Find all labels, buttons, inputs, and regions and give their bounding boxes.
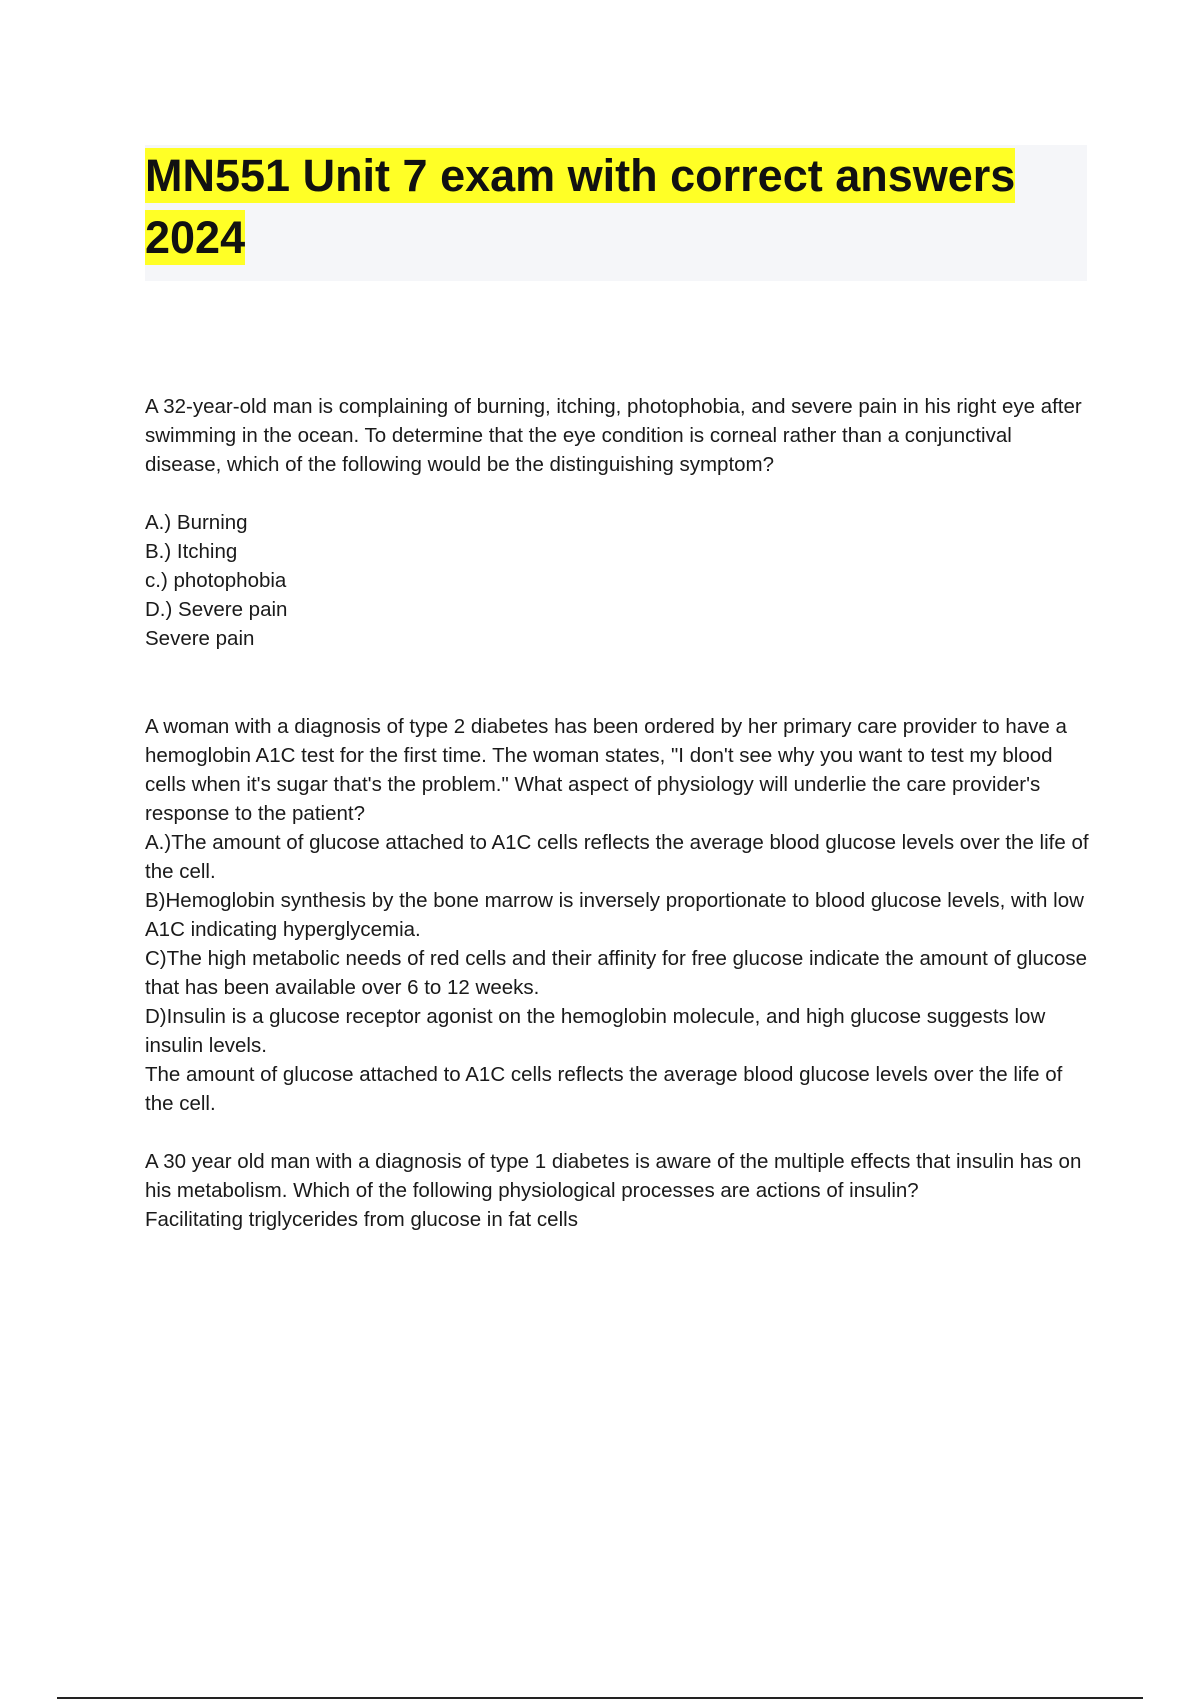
document-body <box>145 392 1090 1234</box>
question-2-option-b: B)Hemoglobin synthesis by the bone marrow is inversely proportionate to blood glucose levels, with low A1C indicating hyperglycemia. <box>145 889 1084 941</box>
document-title <box>145 145 1087 269</box>
question-1-option-d: D.) Severe pain <box>145 598 288 621</box>
question-3 <box>145 1147 1090 1234</box>
question-2-option-d: D)Insulin is a glucose receptor agonist on the hemoglobin molecule, and high glucose suggests low insulin levels. <box>145 1005 1046 1057</box>
question-2-option-c: C)The high metabolic needs of red cells and their affinity for free glucose indicate the amount of glucose that has been available over 6 to 12 weeks. <box>145 947 1088 999</box>
question-1-option-b: B.) Itching <box>145 540 238 563</box>
title-block <box>145 145 1087 281</box>
question-1-option-c: c.) photophobia <box>145 569 287 592</box>
question-2-stem: A woman with a diagnosis of type 2 diabetes has been ordered by her primary care provider to have a hemoglobin A1C test for the first time. The woman states, "I don't see why you want to test my blood cells when it's sugar that's the problem." What aspect of physiology will underlie the care provider's response to the patient? <box>145 715 1067 825</box>
question-2 <box>145 712 1090 1118</box>
question-1 <box>145 392 1090 653</box>
question-1-option-a: A.) Burning <box>145 511 248 534</box>
footer-divider <box>57 1697 1143 1699</box>
question-3-answer: Facilitating triglycerides from glucose in fat cells <box>145 1208 578 1231</box>
question-1-options <box>145 508 1090 653</box>
question-1-answer: Severe pain <box>145 627 255 650</box>
document-title-highlight: MN551 Unit 7 exam with correct answers 2024 <box>145 150 1016 263</box>
question-2-answer: The amount of glucose attached to A1C cells reflects the average blood glucose levels over the life of the cell. <box>145 1063 1063 1115</box>
question-1-stem: A 32-year-old man is complaining of burning, itching, photophobia, and severe pain in his right eye after swimming in the ocean. To determine that the eye condition is corneal rather than a conjunctival disease, which of the following would be the distinguishing symptom? <box>145 395 1082 476</box>
question-3-stem: A 30 year old man with a diagnosis of type 1 diabetes is aware of the multiple effects that insulin has on his metabolism. Which of the following physiological processes are actions of insulin? <box>145 1150 1082 1202</box>
question-2-option-a: A.)The amount of glucose attached to A1C cells reflects the average blood glucose levels over the life of the cell. <box>145 831 1089 883</box>
